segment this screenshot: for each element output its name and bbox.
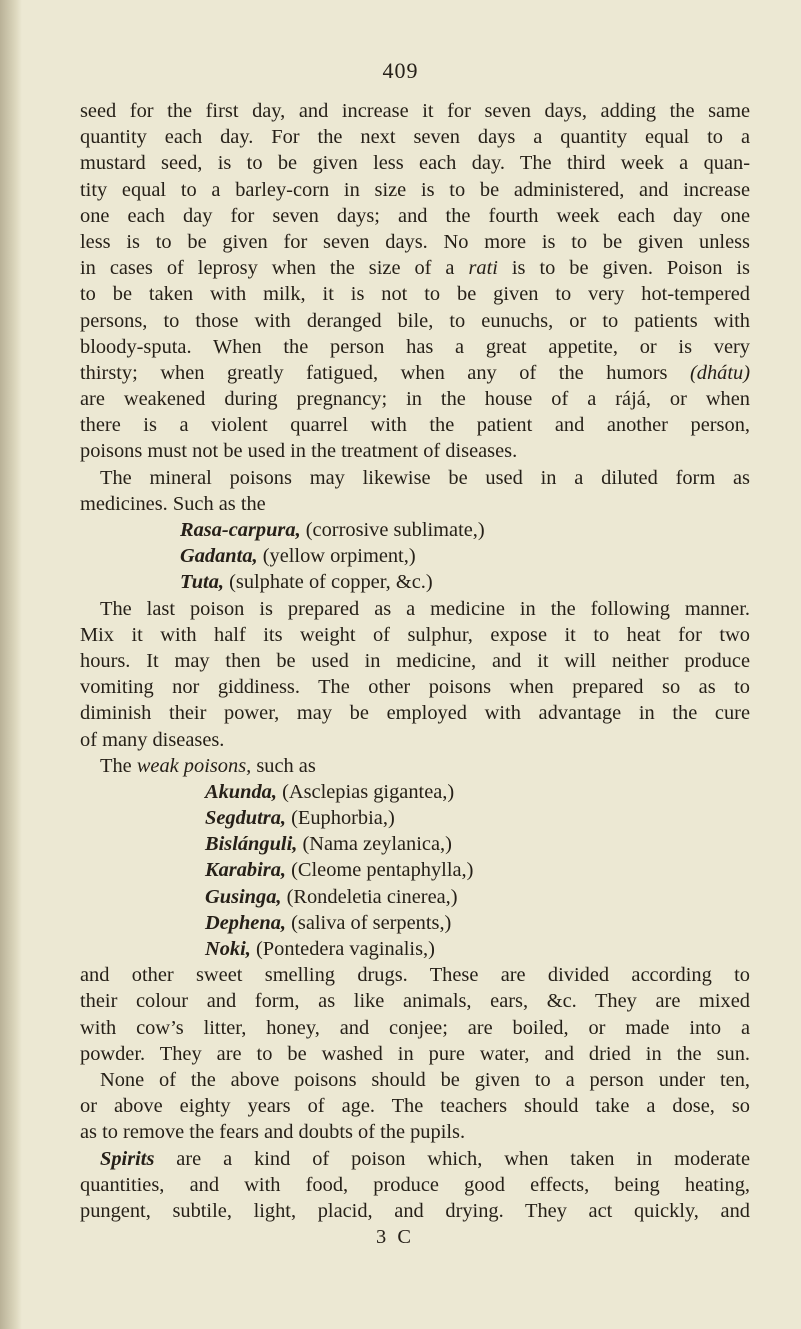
text-line: with cow’s litter, honey, and conjee; are boiled, or made into a [80,1016,750,1039]
text-lines [80,98,750,1224]
text-line: Gadanta, (yellow orpiment,) [180,545,416,568]
text-line: None of the above poisons should be given to a person under ten, [100,1068,750,1091]
text-line: thirsty; when greatly fatigued, when any of the humors (dhátu) [80,361,750,384]
text-line: as to remove the fears and doubts of the pupils. [80,1121,466,1144]
text-line: powder. They are to be washed in pure water, and dried in the sun. [80,1042,750,1065]
text-line: less is to be given for seven days. No more is to be given unless [80,230,750,253]
text-line: one each day for seven days; and the fourth week each day one [80,204,750,227]
text-line: Dephena, (saliva of serpents,) [205,911,452,934]
text-line: Rasa-carpura, (corrosive sublimate,) [180,519,485,541]
text-line: there is a violent quarrel with the patient and another person, [80,414,750,437]
text-line: are weakened during pregnancy; in the house of a rájá, or when [80,388,750,411]
text-line: Bislánguli, (Nama zeylanica,) [205,833,452,856]
text-line: diminish their power, may be employed with advantage in the cure [80,702,750,725]
text-line: The mineral poisons may likewise be used in a diluted form as [100,466,750,489]
text-line: quantity each day. For the next seven days a quantity equal to a [80,126,750,149]
text-line: to be taken with milk, it is not to be given to very hot-tempered [80,283,750,306]
text-line: pungent, subtile, light, placid, and drying. They act quickly, and [80,1199,750,1222]
text-line: Karabira, (Cleome pentaphylla,) [205,859,474,882]
text-line: in cases of leprosy when the size of a rati is to be given. Poison is [80,257,750,280]
text-line: hours. It may then be used in medicine, and it will neither produce [80,649,750,672]
text-line: Segdutra, (Euphorbia,) [205,807,395,830]
text-line: and other sweet smelling drugs. These are divided according to [80,964,750,987]
text-line: Gusinga, (Rondeletia cinerea,) [205,885,458,908]
text-line: mustard seed, is to be given less each day. The third week a quan- [80,152,750,175]
text-line: seed for the first day, and increase it for seven days, adding the same [80,100,750,122]
text-line: quantities, and with food, produce good effects, being heating, [80,1173,750,1196]
text-line: or above eighty years of age. The teachers should take a dose, so [80,1095,750,1118]
text-line: medicines. Such as the [80,492,266,515]
text-line: Mix it with half its weight of sulphur, expose it to heat for two [80,623,750,646]
text-line: vomiting nor giddiness. The other poisons when prepared so as to [80,676,750,699]
signature-mark: 3 C [376,1226,414,1249]
text-line: tity equal to a barley-corn in size is to be administered, and increase [80,178,750,201]
text-line: The weak poisons, such as [100,754,316,777]
text-line: Tuta, (sulphate of copper, &c.) [180,571,433,594]
text-line: their colour and form, as like animals, ears, &c. They are mixed [80,990,750,1013]
text-line: Noki, (Pontedera vaginalis,) [205,938,435,960]
text-line: poisons must not be used in the treatment of diseases. [80,440,518,463]
page-body [80,98,750,1250]
text-line: The last poison is prepared as a medicine in the following manner. [100,597,750,620]
text-line: Akunda, (Asclepias gigantea,) [205,780,455,803]
text-line: Spirits are a kind of poison which, when taken in moderate [100,1147,750,1170]
text-line: bloody-sputa. When the person has a great appetite, or is very [80,335,750,358]
text-line: persons, to those with deranged bile, to eunuchs, or to patients with [80,309,750,332]
book-spine-shadow [0,0,22,1329]
text-line: of many diseases. [80,728,225,751]
page-number: 409 [382,58,419,83]
